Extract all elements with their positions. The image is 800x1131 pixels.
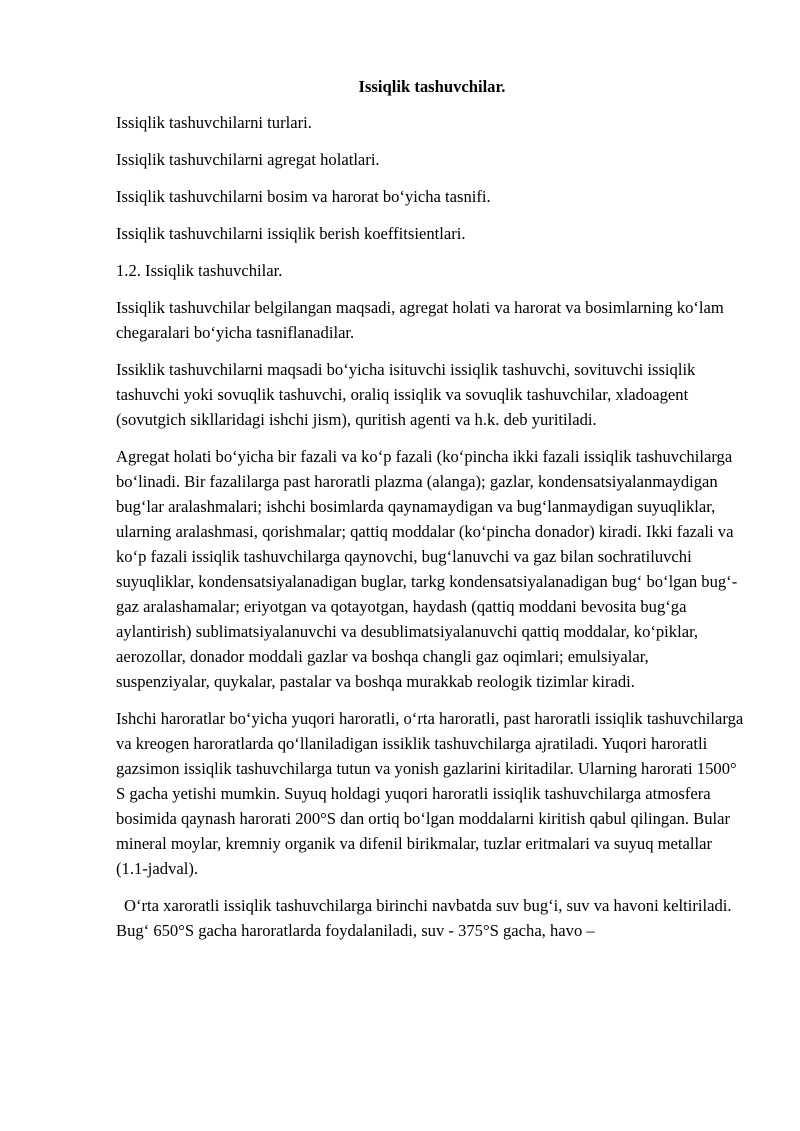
paragraph-purpose: Issiklik tashuvchilarni maqsadi bo‘yicha isituvchi issiqlik tashuvchi, sovituvchi issiqlik tashuvchi yoki sovuqlik tashuvchi, oraliq issiqlik va sovuqlik tashuvchilar, xladoagent (sovutgich sikllaridagi ishchi jism), quritish agenti va h.k. deb yuritiladi. xyxy=(116,360,696,429)
paragraph-coefficients: Issiqlik tashuvchilarni issiqlik berish koeffitsientlari. xyxy=(116,224,466,243)
paragraph-classification: Issiqlik tashuvchilarni bosim va harorat bo‘yicha tasnifi. xyxy=(116,187,491,206)
paragraph-intro: Issiqlik tashuvchilar belgilangan maqsadi, agregat holati va harorat va bosimlarning ko‘lam chegaralari bo‘yicha tasniflanadilar. xyxy=(116,298,724,342)
paragraph-medium-temperature: O‘rta xaroratli issiqlik tashuvchilarga birinchi navbatda suv bug‘i, suv va havoni keltiriladi. Bug‘ 650°S gacha haroratlarda foydalaniladi, suv - 375°S gacha, havo – xyxy=(116,896,732,940)
paragraph-types: Issiqlik tashuvchilarni turlari. xyxy=(116,113,312,132)
document-page xyxy=(116,74,746,955)
paragraph-temperature: Ishchi haroratlar bo‘yicha yuqori haroratli, o‘rta haroratli, past haroratli issiqlik tashuvchilarga va kreogen haroratlarda qo‘llaniladigan issiklik tashuvchilarga ajratiladi. Yuqori haroratli gazsimon issiqlik tashuvchilarga tutun va yonish gazlarini kiritadilar. Ularning harorati 1500° S gacha yetishi mumkin. Suyuq holdagi yuqori haroratli issiqlik tashuvchilarga atmosfera bosimida qaynash harorati 200°S dan ortiq bo‘lgan moddalarni kiritish qabul qilingan. Bular mineral moylar, kremniy organik va difenil birikmalar, tuzlar eritmalari va suyuq metallar (1.1-jadval). xyxy=(116,709,744,878)
section-heading: 1.2. Issiqlik tashuvchilar. xyxy=(116,261,283,280)
paragraph-phase: Agregat holati bo‘yicha bir fazali va ko‘p fazali (ko‘pincha ikki fazali issiqlik tashuvchilarga bo‘linadi. Bir fazalilarga past haroratli plazma (alanga); gazlar, kondensatsiyalanmaydigan bug‘lar aralashmalari; ishchi bosimlarda qaynamaydigan va bug‘lanmaydigan suyuqliklar, ularning aralashmasi, qorishmalar; qattiq moddalar (ko‘pincha donador) kiradi. Ikki fazali va ko‘p fazali issiqlik tashuvchilarga qaynovchi, bug‘lanuvchi va gaz bilan sochratiluvchi suyuqliklar, kondensatsiyalanadigan buglar, tarkg kondensatsiyalanadigan bug‘ bo‘lgan bug‘-gaz aralashamalar; eriyotgan va qotayotgan, haydash (qattiq moddani bevosita bug‘ga aylantirish) sublimatsiyalanuvchi va desublimatsiyalanuvchi qattiq moddalar, ko‘piklar, aerozollar, donador moddali gazlar va boshqa changli gaz oqimlari; emulsiyalar, suspenziyalar, quykalar, pastalar va boshqa murakkab reologik tizimlar kiradi. xyxy=(116,447,738,691)
paragraph-aggregate-states: Issiqlik tashuvchilarni agregat holatlari. xyxy=(116,150,380,169)
document-title: Issiqlik tashuvchilar. xyxy=(358,77,506,96)
